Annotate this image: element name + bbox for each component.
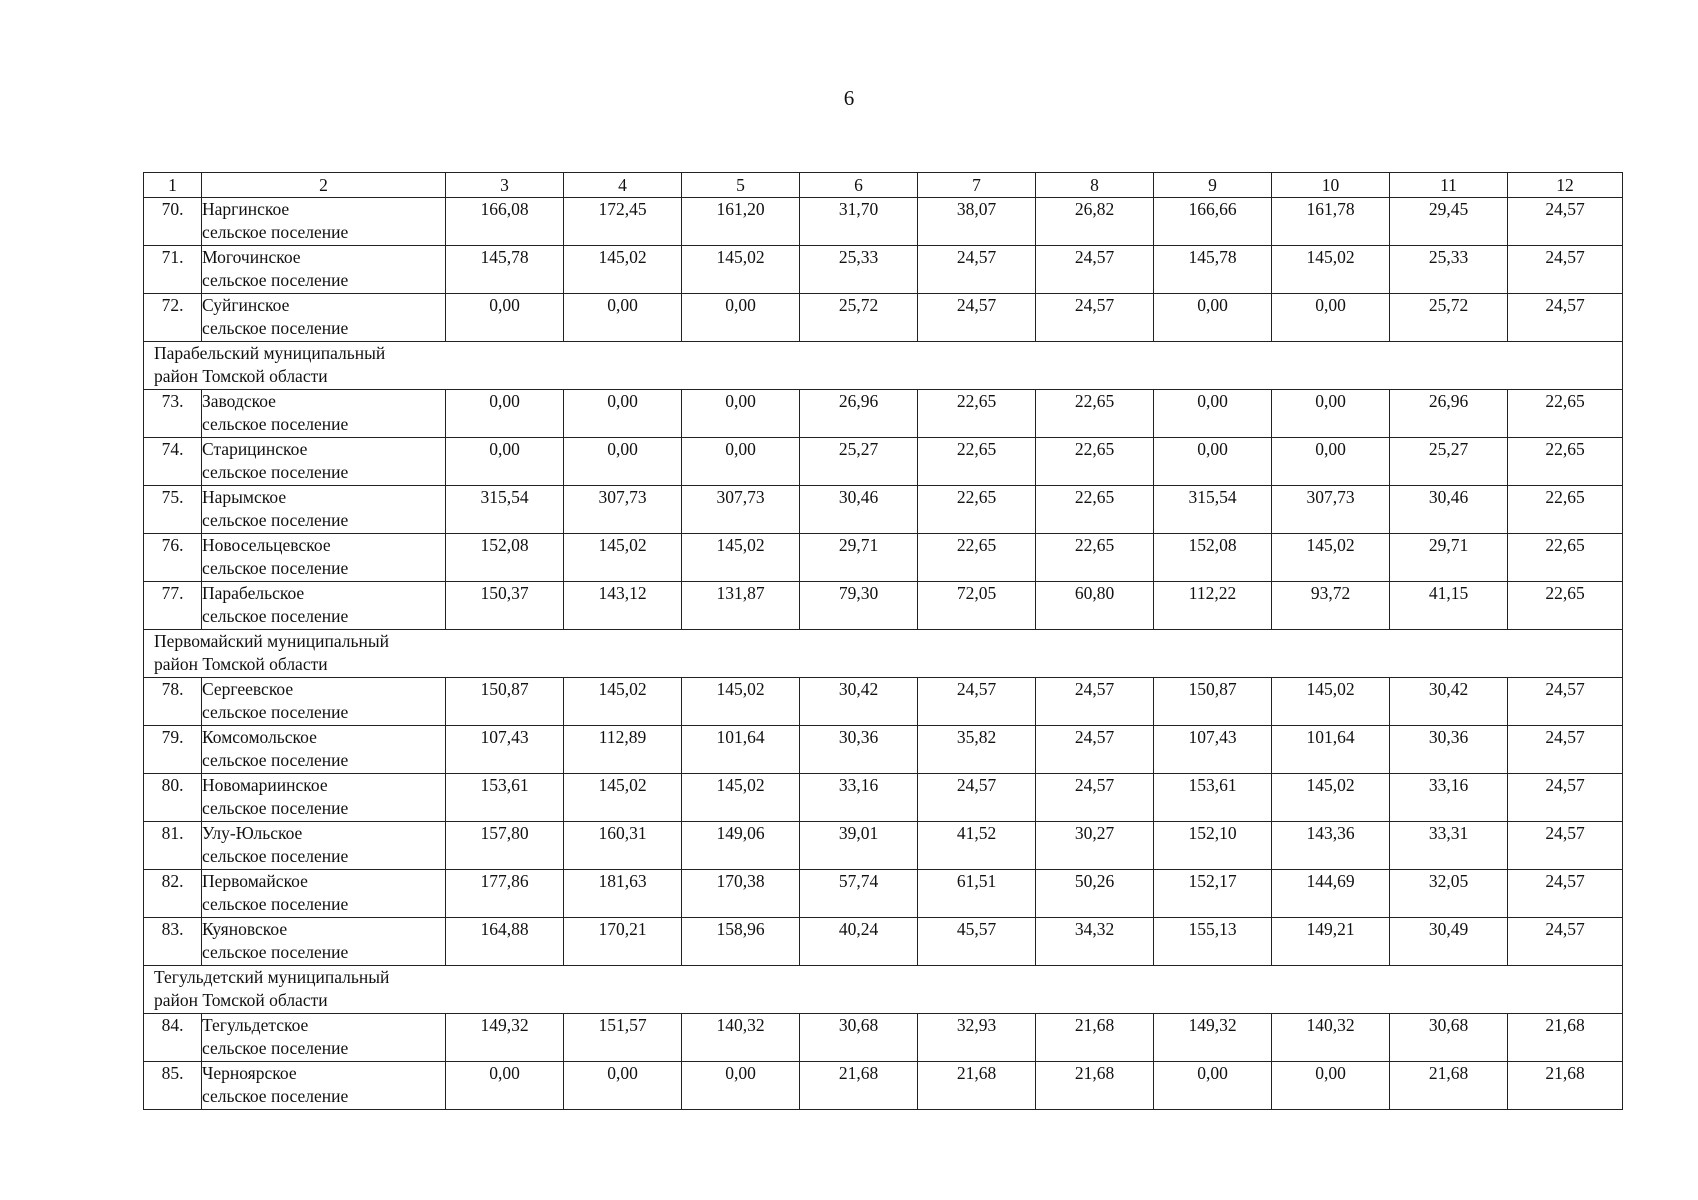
- district-group-cell: [144, 966, 1623, 1014]
- value-cell: 40,24: [800, 918, 918, 966]
- value-cell: 307,73: [564, 486, 682, 534]
- value-cell: 93,72: [1272, 582, 1390, 630]
- settlement-name-cell: [202, 1014, 446, 1062]
- district-name-line: район Томской области: [154, 990, 328, 1010]
- settlement-type: сельское поселение: [202, 1086, 349, 1106]
- settlement-name: Нарымское: [202, 487, 287, 507]
- district-name-line: район Томской области: [154, 654, 328, 674]
- settlement-name: Заводское: [202, 391, 276, 411]
- column-header: 10: [1272, 173, 1390, 198]
- value-cell: 32,93: [918, 1014, 1036, 1062]
- value-cell: 30,68: [1390, 1014, 1508, 1062]
- value-cell: 21,68: [800, 1062, 918, 1110]
- district-group-row: [144, 630, 1623, 678]
- row-number-cell: 70.: [144, 198, 202, 246]
- settlement-type: сельское поселение: [202, 894, 349, 914]
- settlement-name: Комсомольское: [202, 727, 317, 747]
- value-cell: 0,00: [1272, 438, 1390, 486]
- settlement-type: сельское поселение: [202, 606, 349, 626]
- value-cell: 112,89: [564, 726, 682, 774]
- value-cell: 150,87: [1154, 678, 1272, 726]
- value-cell: 145,02: [1272, 774, 1390, 822]
- value-cell: 0,00: [1272, 1062, 1390, 1110]
- value-cell: 22,65: [1036, 534, 1154, 582]
- value-cell: 24,57: [1508, 822, 1623, 870]
- value-cell: 0,00: [682, 438, 800, 486]
- column-header: 2: [202, 173, 446, 198]
- value-cell: 0,00: [446, 390, 564, 438]
- value-cell: 21,68: [1036, 1062, 1154, 1110]
- value-cell: 0,00: [682, 390, 800, 438]
- settlement-name: Наргинское: [202, 199, 290, 219]
- column-header: 12: [1508, 173, 1623, 198]
- value-cell: 0,00: [1272, 294, 1390, 342]
- value-cell: 21,68: [918, 1062, 1036, 1110]
- value-cell: 22,65: [918, 390, 1036, 438]
- table-row: [144, 822, 1623, 870]
- settlement-name: Улу-Юльское: [202, 823, 303, 843]
- value-cell: 29,71: [800, 534, 918, 582]
- value-cell: 131,87: [682, 582, 800, 630]
- value-cell: 145,02: [682, 246, 800, 294]
- settlement-type: сельское поселение: [202, 846, 349, 866]
- value-cell: 0,00: [446, 438, 564, 486]
- value-cell: 145,02: [564, 678, 682, 726]
- value-cell: 29,71: [1390, 534, 1508, 582]
- value-cell: 144,69: [1272, 870, 1390, 918]
- value-cell: 158,96: [682, 918, 800, 966]
- value-cell: 101,64: [682, 726, 800, 774]
- column-header: 9: [1154, 173, 1272, 198]
- settlement-type: сельское поселение: [202, 750, 349, 770]
- value-cell: 30,68: [800, 1014, 918, 1062]
- value-cell: 315,54: [1154, 486, 1272, 534]
- value-cell: 24,57: [1508, 870, 1623, 918]
- value-cell: 24,57: [1036, 678, 1154, 726]
- row-number-cell: 85.: [144, 1062, 202, 1110]
- value-cell: 22,65: [918, 438, 1036, 486]
- value-cell: 161,20: [682, 198, 800, 246]
- settlement-name: Могочинское: [202, 247, 301, 267]
- table-row: [144, 870, 1623, 918]
- value-cell: 155,13: [1154, 918, 1272, 966]
- table-row: [144, 582, 1623, 630]
- value-cell: 22,65: [1508, 438, 1623, 486]
- table-row: [144, 1014, 1623, 1062]
- value-cell: 145,02: [682, 534, 800, 582]
- row-number-cell: 75.: [144, 486, 202, 534]
- value-cell: 24,57: [1508, 246, 1623, 294]
- row-number-cell: 71.: [144, 246, 202, 294]
- value-cell: 26,96: [1390, 390, 1508, 438]
- value-cell: 39,01: [800, 822, 918, 870]
- value-cell: 140,32: [1272, 1014, 1390, 1062]
- value-cell: 0,00: [682, 294, 800, 342]
- value-cell: 30,46: [800, 486, 918, 534]
- value-cell: 107,43: [1154, 726, 1272, 774]
- value-cell: 157,80: [446, 822, 564, 870]
- settlement-name: Первомайское: [202, 871, 308, 891]
- value-cell: 181,63: [564, 870, 682, 918]
- value-cell: 307,73: [1272, 486, 1390, 534]
- settlement-name-cell: [202, 1062, 446, 1110]
- value-cell: 25,33: [1390, 246, 1508, 294]
- value-cell: 24,57: [918, 678, 1036, 726]
- value-cell: 143,12: [564, 582, 682, 630]
- value-cell: 30,36: [800, 726, 918, 774]
- settlement-name: Парабельское: [202, 583, 305, 603]
- settlement-type: сельское поселение: [202, 414, 349, 434]
- district-group-cell: [144, 342, 1623, 390]
- page-number: 6: [843, 86, 855, 110]
- value-cell: 45,57: [918, 918, 1036, 966]
- value-cell: 24,57: [1036, 246, 1154, 294]
- value-cell: 145,02: [564, 534, 682, 582]
- value-cell: 22,65: [1508, 486, 1623, 534]
- column-header: 7: [918, 173, 1036, 198]
- settlement-name-cell: [202, 390, 446, 438]
- settlement-type: сельское поселение: [202, 222, 349, 242]
- value-cell: 164,88: [446, 918, 564, 966]
- settlement-type: сельское поселение: [202, 270, 349, 290]
- settlement-name-cell: [202, 198, 446, 246]
- value-cell: 166,08: [446, 198, 564, 246]
- value-cell: 24,57: [1036, 774, 1154, 822]
- value-cell: 149,32: [446, 1014, 564, 1062]
- value-cell: 24,57: [1508, 774, 1623, 822]
- value-cell: 24,57: [918, 774, 1036, 822]
- value-cell: 0,00: [564, 1062, 682, 1110]
- value-cell: 35,82: [918, 726, 1036, 774]
- settlement-type: сельское поселение: [202, 462, 349, 482]
- value-cell: 107,43: [446, 726, 564, 774]
- row-number-cell: 72.: [144, 294, 202, 342]
- settlement-type: сельское поселение: [202, 558, 349, 578]
- value-cell: 24,57: [918, 294, 1036, 342]
- value-cell: 41,15: [1390, 582, 1508, 630]
- settlement-name: Тегульдетское: [202, 1015, 309, 1035]
- value-cell: 24,57: [1508, 726, 1623, 774]
- settlement-name-cell: [202, 534, 446, 582]
- value-cell: 30,46: [1390, 486, 1508, 534]
- value-cell: 0,00: [564, 294, 682, 342]
- value-cell: 30,42: [800, 678, 918, 726]
- value-cell: 152,10: [1154, 822, 1272, 870]
- value-cell: 24,57: [1036, 726, 1154, 774]
- settlement-name-cell: [202, 774, 446, 822]
- district-group-cell: [144, 630, 1623, 678]
- value-cell: 21,68: [1036, 1014, 1154, 1062]
- settlement-name-cell: [202, 294, 446, 342]
- table-row: [144, 726, 1623, 774]
- value-cell: 41,52: [918, 822, 1036, 870]
- value-cell: 72,05: [918, 582, 1036, 630]
- value-cell: 166,66: [1154, 198, 1272, 246]
- value-cell: 0,00: [1154, 1062, 1272, 1110]
- settlement-name: Новосельцевское: [202, 535, 331, 555]
- value-cell: 24,57: [1508, 294, 1623, 342]
- value-cell: 0,00: [1154, 390, 1272, 438]
- value-cell: 25,72: [800, 294, 918, 342]
- value-cell: 26,96: [800, 390, 918, 438]
- value-cell: 26,82: [1036, 198, 1154, 246]
- value-cell: 140,32: [682, 1014, 800, 1062]
- column-header: 11: [1390, 173, 1508, 198]
- settlement-type: сельское поселение: [202, 510, 349, 530]
- value-cell: 25,72: [1390, 294, 1508, 342]
- value-cell: 29,45: [1390, 198, 1508, 246]
- row-number-cell: 81.: [144, 822, 202, 870]
- value-cell: 22,65: [1508, 582, 1623, 630]
- value-cell: 150,37: [446, 582, 564, 630]
- settlement-name-cell: [202, 918, 446, 966]
- value-cell: 0,00: [564, 438, 682, 486]
- value-cell: 149,32: [1154, 1014, 1272, 1062]
- table-row: [144, 918, 1623, 966]
- column-header: 3: [446, 173, 564, 198]
- table-row: [144, 198, 1623, 246]
- value-cell: 170,38: [682, 870, 800, 918]
- district-name-line: Тегульдетский муниципальный: [154, 967, 390, 987]
- value-cell: 24,57: [918, 246, 1036, 294]
- value-cell: 315,54: [446, 486, 564, 534]
- value-cell: 145,02: [1272, 678, 1390, 726]
- value-cell: 153,61: [1154, 774, 1272, 822]
- value-cell: 145,02: [1272, 246, 1390, 294]
- settlement-name: Новомариинское: [202, 775, 328, 795]
- value-cell: 22,65: [1508, 390, 1623, 438]
- value-cell: 57,74: [800, 870, 918, 918]
- table-row: [144, 438, 1623, 486]
- settlement-type: сельское поселение: [202, 798, 349, 818]
- value-cell: 21,68: [1390, 1062, 1508, 1110]
- row-number-cell: 78.: [144, 678, 202, 726]
- settlement-name-cell: [202, 726, 446, 774]
- value-cell: 307,73: [682, 486, 800, 534]
- settlement-name: Черноярское: [202, 1063, 297, 1083]
- value-cell: 145,02: [564, 246, 682, 294]
- settlement-name: Старицинское: [202, 439, 308, 459]
- value-cell: 30,27: [1036, 822, 1154, 870]
- row-number-cell: 79.: [144, 726, 202, 774]
- value-cell: 24,57: [1036, 294, 1154, 342]
- value-cell: 33,16: [1390, 774, 1508, 822]
- column-header: 5: [682, 173, 800, 198]
- row-number-cell: 74.: [144, 438, 202, 486]
- value-cell: 101,64: [1272, 726, 1390, 774]
- value-cell: 32,05: [1390, 870, 1508, 918]
- value-cell: 152,08: [446, 534, 564, 582]
- value-cell: 21,68: [1508, 1014, 1623, 1062]
- value-cell: 145,78: [1154, 246, 1272, 294]
- settlement-name: Куяновское: [202, 919, 288, 939]
- value-cell: 25,27: [800, 438, 918, 486]
- district-name-line: Парабельский муниципальный: [154, 343, 386, 363]
- row-number-cell: 80.: [144, 774, 202, 822]
- value-cell: 38,07: [918, 198, 1036, 246]
- value-cell: 60,80: [1036, 582, 1154, 630]
- value-cell: 161,78: [1272, 198, 1390, 246]
- value-cell: 30,42: [1390, 678, 1508, 726]
- value-cell: 22,65: [918, 486, 1036, 534]
- value-cell: 22,65: [1508, 534, 1623, 582]
- settlement-type: сельское поселение: [202, 702, 349, 722]
- value-cell: 160,31: [564, 822, 682, 870]
- value-cell: 24,57: [1508, 198, 1623, 246]
- table-body: [144, 173, 1623, 1110]
- value-cell: 24,57: [1508, 918, 1623, 966]
- value-cell: 0,00: [682, 1062, 800, 1110]
- table-row: [144, 678, 1623, 726]
- column-header: 4: [564, 173, 682, 198]
- table-row: [144, 390, 1623, 438]
- value-cell: 22,65: [1036, 390, 1154, 438]
- settlement-name-cell: [202, 438, 446, 486]
- table-header-row: [144, 173, 1623, 198]
- district-group-row: [144, 342, 1623, 390]
- value-cell: 79,30: [800, 582, 918, 630]
- value-cell: 152,17: [1154, 870, 1272, 918]
- value-cell: 145,02: [1272, 534, 1390, 582]
- value-cell: 145,02: [564, 774, 682, 822]
- table-row: [144, 294, 1623, 342]
- settlement-type: сельское поселение: [202, 318, 349, 338]
- value-cell: 31,70: [800, 198, 918, 246]
- district-name-line: район Томской области: [154, 366, 328, 386]
- row-number-cell: 76.: [144, 534, 202, 582]
- table-row: [144, 246, 1623, 294]
- value-cell: 177,86: [446, 870, 564, 918]
- value-cell: 152,08: [1154, 534, 1272, 582]
- table-row: [144, 774, 1623, 822]
- value-cell: 25,33: [800, 246, 918, 294]
- row-number-cell: 84.: [144, 1014, 202, 1062]
- value-cell: 30,36: [1390, 726, 1508, 774]
- settlement-type: сельское поселение: [202, 942, 349, 962]
- value-cell: 22,65: [918, 534, 1036, 582]
- row-number-cell: 83.: [144, 918, 202, 966]
- table-row: [144, 1062, 1623, 1110]
- value-cell: 33,31: [1390, 822, 1508, 870]
- value-cell: 149,21: [1272, 918, 1390, 966]
- value-cell: 50,26: [1036, 870, 1154, 918]
- value-cell: 150,87: [446, 678, 564, 726]
- value-cell: 145,02: [682, 678, 800, 726]
- settlement-name-cell: [202, 678, 446, 726]
- value-cell: 145,02: [682, 774, 800, 822]
- value-cell: 153,61: [446, 774, 564, 822]
- settlement-name: Сергеевское: [202, 679, 294, 699]
- table-row: [144, 534, 1623, 582]
- row-number-cell: 82.: [144, 870, 202, 918]
- value-cell: 143,36: [1272, 822, 1390, 870]
- settlement-type: сельское поселение: [202, 1038, 349, 1058]
- row-number-cell: 77.: [144, 582, 202, 630]
- value-cell: 33,16: [800, 774, 918, 822]
- value-cell: 0,00: [446, 294, 564, 342]
- value-cell: 22,65: [1036, 486, 1154, 534]
- value-cell: 112,22: [1154, 582, 1272, 630]
- value-cell: 151,57: [564, 1014, 682, 1062]
- value-cell: 34,32: [1036, 918, 1154, 966]
- row-number-cell: 73.: [144, 390, 202, 438]
- district-name-line: Первомайский муниципальный: [154, 631, 389, 651]
- settlement-name-cell: [202, 870, 446, 918]
- value-cell: 30,49: [1390, 918, 1508, 966]
- value-cell: 0,00: [1272, 390, 1390, 438]
- column-header: 1: [144, 173, 202, 198]
- district-group-row: [144, 966, 1623, 1014]
- value-cell: 170,21: [564, 918, 682, 966]
- value-cell: 61,51: [918, 870, 1036, 918]
- value-cell: 172,45: [564, 198, 682, 246]
- value-cell: 149,06: [682, 822, 800, 870]
- settlement-name: Суйгинское: [202, 295, 290, 315]
- value-cell: 0,00: [1154, 294, 1272, 342]
- settlement-name-cell: [202, 822, 446, 870]
- data-table: [143, 172, 1623, 1110]
- column-header: 8: [1036, 173, 1154, 198]
- value-cell: 0,00: [446, 1062, 564, 1110]
- value-cell: 22,65: [1036, 438, 1154, 486]
- settlement-name-cell: [202, 582, 446, 630]
- settlement-name-cell: [202, 246, 446, 294]
- table-row: [144, 486, 1623, 534]
- value-cell: 0,00: [1154, 438, 1272, 486]
- column-header: 6: [800, 173, 918, 198]
- settlement-name-cell: [202, 486, 446, 534]
- value-cell: 25,27: [1390, 438, 1508, 486]
- value-cell: 24,57: [1508, 678, 1623, 726]
- value-cell: 21,68: [1508, 1062, 1623, 1110]
- value-cell: 0,00: [564, 390, 682, 438]
- value-cell: 145,78: [446, 246, 564, 294]
